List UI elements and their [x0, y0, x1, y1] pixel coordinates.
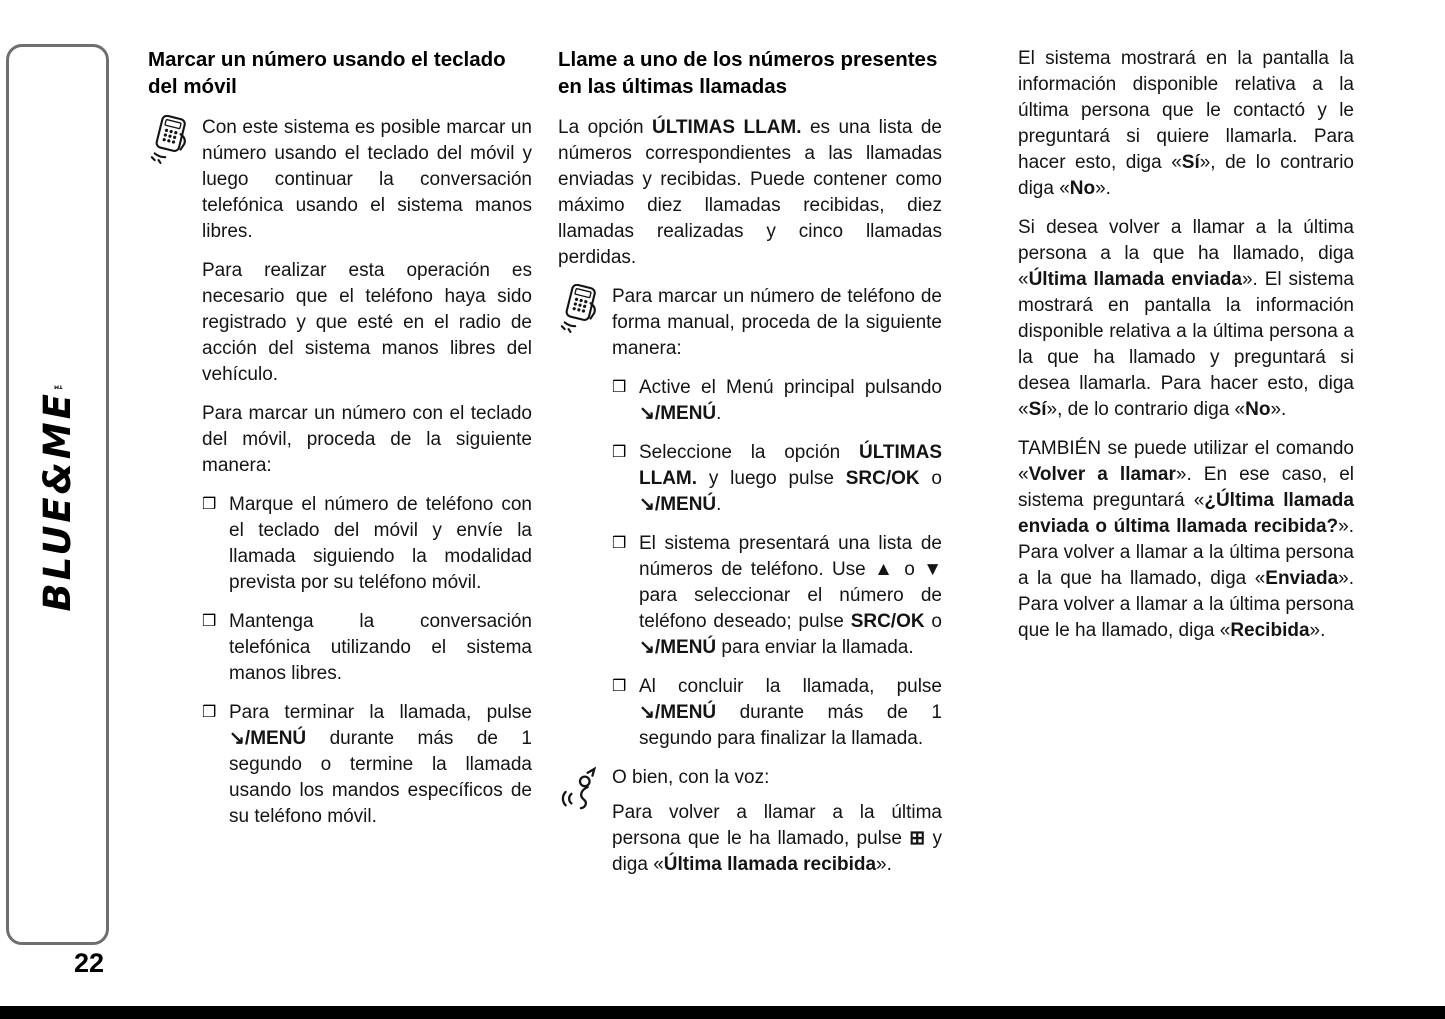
- list-item-text: El sistema presentará una lista de números de teléfono. Use ▲ o ▼ para seleccionar el número de teléfono deseado; pulse SRC/OK o ↘/MENÚ para enviar la llamada.: [639, 533, 943, 659]
- list-item-text: Active el Menú principal pulsando ↘/MENÚ.: [639, 377, 942, 425]
- trademark-symbol: ™: [51, 377, 65, 392]
- paragraph: El sistema mostrará en la pantalla la información disponible relativa a la última persona que le contactó y le preguntará si quiere llamarla. Para hacer esto, diga «Sí», de lo contrario diga «No».: [1018, 48, 1354, 200]
- list-item-text: Seleccione la opción ÚLTIMAS LLAM. y luego pulse SRC/OK o ↘/MENÚ.: [639, 442, 942, 516]
- bullet-icon: ❒: [202, 496, 217, 514]
- paragraph: Para realizar esta operación es necesario que el teléfono haya sido registrado y que esté en el radio de acción del sistema manos libres del vehículo.: [202, 260, 532, 386]
- list-item: [612, 531, 942, 661]
- paragraph: La opción ÚLTIMAS LLAM. es una lista de números correspondientes a las llamadas enviadas y recibidas. Puede contener como máximo diez llamadas recibidas, diez llamadas realizadas y cinco llamadas perdidas.: [558, 117, 942, 269]
- up-arrow-key: ▲: [874, 559, 896, 581]
- section-heading: Llame a uno de los números presentes en las últimas llamadas: [558, 48, 938, 99]
- page-number: 22: [74, 948, 105, 978]
- paragraph: Para marcar un número con el teclado del móvil, proceda de la siguiente manera:: [202, 403, 532, 477]
- brand-text: BLUE&ME™: [36, 377, 79, 612]
- column-body: [558, 284, 942, 752]
- phone-menu-key: ↘/MENÚ: [229, 728, 307, 750]
- bullet-icon: ❒: [612, 379, 627, 397]
- list-item-text: Al concluir la llamada, pulse ↘/MENÚ durante más de 1 segundo para finalizar la llamada.: [639, 676, 942, 750]
- list-item-text: Marque el número de teléfono con el teclado del móvil y envíe la llamada siguiendo la modalidad prevista por su teléfono móvil.: [229, 494, 532, 594]
- list-item-text: Mantenga la conversación telefónica utilizando el sistema manos libres.: [229, 611, 532, 685]
- column-body: [148, 115, 532, 830]
- bullet-icon: ❒: [612, 535, 627, 553]
- footer-bar: [0, 1006, 1445, 1019]
- sidebar-frame: [6, 44, 109, 945]
- list-item: [202, 609, 532, 687]
- bullet-icon: ❒: [612, 444, 627, 462]
- list-item: [202, 700, 532, 830]
- phone-menu-key: ↘/MENÚ: [639, 494, 717, 516]
- dial-keypad-icon: [558, 284, 604, 336]
- bullet-icon: ❒: [612, 678, 627, 696]
- bullet-icon: ❒: [202, 704, 217, 722]
- list-item: [612, 674, 942, 752]
- down-arrow-key: ▼: [923, 559, 943, 581]
- list-item: [612, 375, 942, 427]
- paragraph: Con este sistema es posible marcar un número usando el teclado del móvil y luego continuar la conversación telefónica usando el sistema manos libres.: [202, 117, 532, 243]
- column-last-calls: [558, 46, 942, 892]
- windows-key-icon: ⊞: [909, 828, 926, 850]
- list-item: [612, 440, 942, 518]
- paragraph: Si desea volver a llamar a la última persona a la que ha llamado, diga «Última llamada enviada». El sistema mostrará en pantalla la información disponible relativa a la última persona a la que ha llamado y preguntará si desea llamarla. Para hacer esto, diga «Sí», de lo contrario diga «No».: [1018, 217, 1354, 421]
- section-heading: Marcar un número usando el teclado del móvil: [148, 48, 506, 99]
- column-dial-with-keypad: [148, 46, 532, 843]
- phone-menu-key: ↘/MENÚ: [639, 403, 717, 425]
- phone-menu-key: ↘/MENÚ: [639, 702, 717, 724]
- voice-command-icon: [558, 765, 604, 817]
- voice-section: [558, 765, 942, 878]
- brand-logo: [9, 47, 106, 942]
- paragraph: Para volver a llamar a la última persona que le ha llamado, pulse ⊞ y diga «Última llamada recibida».: [612, 802, 942, 876]
- voice-intro: O bien, con la voz:: [612, 767, 770, 789]
- phone-menu-key: ↘/MENÚ: [639, 637, 717, 659]
- list-item: [202, 492, 532, 596]
- paragraph: TAMBIÉN se puede utilizar el comando «Volver a llamar». En ese caso, el sistema preguntará «¿Última llamada enviada o última llamada recibida?». Para volver a llamar a la última persona a la que ha llamado, diga «Enviada». Para volver a llamar a la última persona que le ha llamado, diga «Recibida».: [1018, 438, 1354, 642]
- column-callback-info: [1018, 46, 1354, 657]
- paragraph: Para marcar un número de teléfono de forma manual, proceda de la siguiente manera:: [612, 286, 942, 360]
- bullet-icon: ❒: [202, 613, 217, 631]
- dial-keypad-icon: [148, 115, 194, 167]
- list-item-text: Para terminar la llamada, pulse ↘/MENÚ durante más de 1 segundo o termine la llamada usando los mandos específicos de su teléfono móvil.: [229, 702, 532, 828]
